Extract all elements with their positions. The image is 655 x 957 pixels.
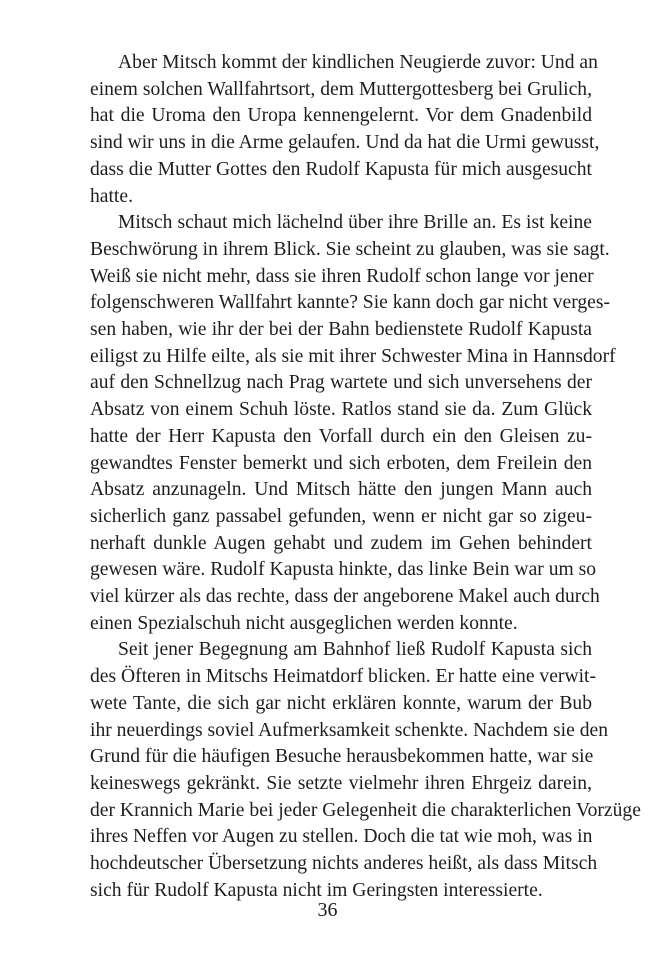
text-line: Absatz anzunageln. Und Mitsch hätte den jungen Mann auch [90,479,592,501]
paragraph-1 [62,50,600,210]
text-line: gewesen wäre. Rudolf Kapusta hinkte, das linke Bein war um so [90,559,597,581]
paragraph-2 [62,210,616,637]
text-line: sen haben, wie ihr der bei der Bahn bedienstete Rudolf Kapusta [90,319,592,341]
text-line: hatte der Herr Kapusta den Vorfall durch ein den Gleisen zu- [90,425,592,447]
text-line: hat die Uroma den Uropa kennengelernt. Vor dem Gnadenbild [90,105,592,127]
text-line: hatte. [90,185,133,207]
text-line: Seit jener Begegnung am Bahnhof ließ Rudolf Kapusta sich [118,639,592,661]
text-line: auf den Schnellzug nach Prag wartete und sich unversehens der [90,372,592,394]
text-line: hochdeutscher Übersetzung nichts anderes heißt, als dass Mitsch [90,853,598,875]
text-line: Beschwörung in ihrem Blick. Sie scheint zu glauben, was sie sagt. [90,238,610,260]
text-line: nerhaft dunkle Augen gehabt und zudem im Gehen behindert [90,532,592,554]
text-line: einen Spezialschuh nicht ausgeglichen werden konnte. [90,612,518,634]
text-line: sich für Rudolf Kapusta nicht im Geringsten interessierte. [90,879,543,901]
text-line: folgenschweren Wallfahrt kannte? Sie kann doch gar nicht verges- [90,292,611,314]
text-line: Weiß sie nicht mehr, dass sie ihren Rudolf schon lange vor jener [90,265,594,287]
text-line: gewandtes Fenster bemerkt und sich erboten, dem Freilein den [90,452,592,474]
page-number: 36 [317,899,338,921]
text-line: Grund für die häufigen Besuche herausbekommen hatte, war sie [90,746,594,768]
text-line: sind wir uns in die Arme gelaufen. Und da hat die Urmi gewusst, [90,132,600,154]
text-line: ihres Neffen vor Augen zu stellen. Doch die tat wie moh, was in [90,826,593,848]
text-line: Aber Mitsch kommt der kindlichen Neugierde zuvor: Und an [118,52,598,73]
text-line: dass die Mutter Gottes den Rudolf Kapusta für mich ausgesucht [90,158,592,180]
text-line: wete Tante, die sich gar nicht erklären konnte, warum der Bub [90,692,592,714]
text-line: viel kürzer als das rechte, dass der angeborene Makel auch durch [90,586,600,608]
text-line: der Krannich Marie bei jeder Gelegenheit die charakterlichen Vorzüge [90,799,641,821]
text-line: keineswegs gekränkt. Sie setzte vielmehr ihren Ehrgeiz darein, [90,772,592,794]
text-line: sicherlich ganz passabel gefunden, wenn er nicht gar so zigeu- [90,505,592,527]
text-line: Absatz von einem Schuh löste. Ratlos stand sie da. Zum Glück [90,399,592,421]
text-line: ihr neuerdings soviel Aufmerksamkeit schenkte. Nachdem sie den [90,719,608,741]
text-line: einem solchen Wallfahrtsort, dem Muttergottesberg bei Grulich, [90,78,592,100]
text-line: eiligst zu Hilfe eilte, als sie mit ihrer Schwester Mina in Hannsdorf [90,345,616,367]
book-page-text [62,50,641,905]
paragraph-3 [62,637,641,904]
text-line: des Öfteren in Mitschs Heimatdorf blicken. Er hatte eine verwit- [90,666,597,688]
text-line: Mitsch schaut mich lächelnd über ihre Brille an. Es ist keine [118,212,592,234]
